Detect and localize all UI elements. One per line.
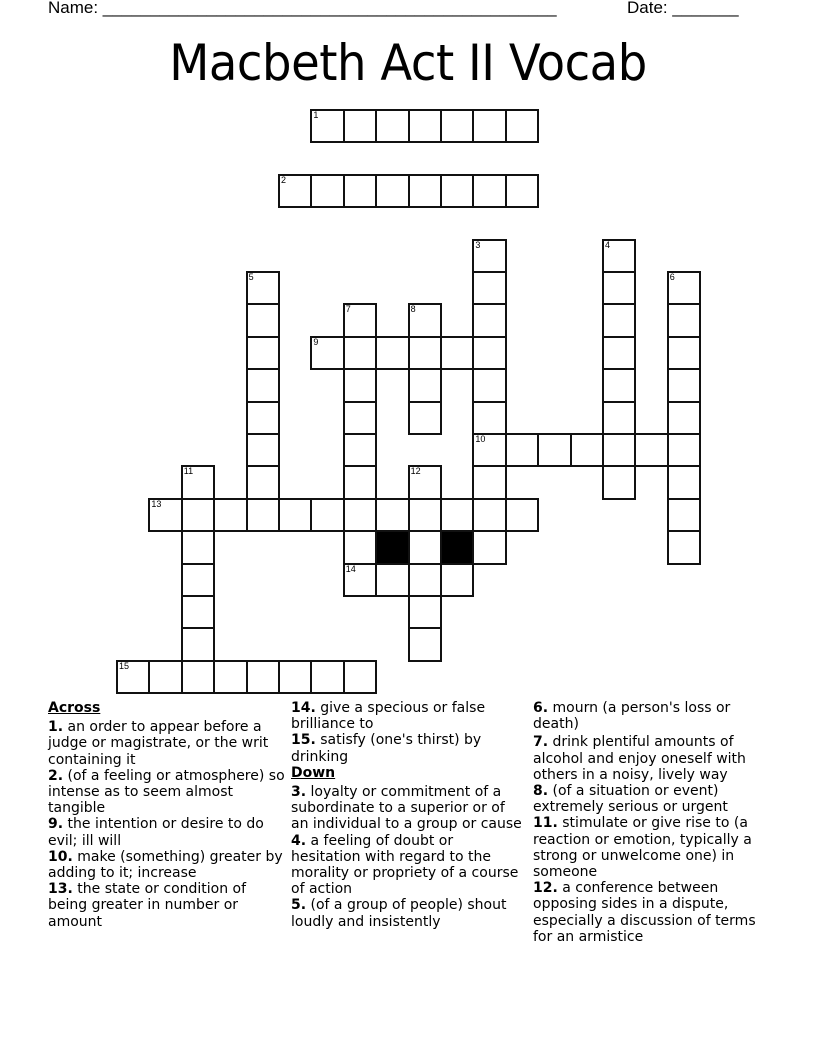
crossword-cell[interactable] <box>472 401 506 435</box>
crossword-cell[interactable] <box>246 303 280 337</box>
crossword-cell[interactable] <box>667 368 701 402</box>
crossword-cell[interactable] <box>472 433 506 467</box>
crossword-cell[interactable] <box>181 595 215 629</box>
clue-down-4: 4. a feeling of doubt or hesitation with regard to the morality or propriety of a course of action <box>291 832 519 898</box>
crossword-cell[interactable] <box>440 174 474 208</box>
clue-across-10: 10. make (something) greater by adding to it; increase <box>48 848 283 882</box>
crossword-cell[interactable] <box>667 271 701 305</box>
crossword-cell[interactable] <box>602 303 636 337</box>
crossword-cell[interactable] <box>278 660 312 694</box>
crossword-cell[interactable] <box>440 109 474 143</box>
crossword-cell[interactable] <box>408 303 442 337</box>
crossword-cell[interactable] <box>310 498 344 532</box>
clue-number: 8 <box>410 304 416 315</box>
crossword-cell[interactable] <box>181 627 215 661</box>
clue-down-5: 5. (of a group of people) shout loudly and insistently <box>291 897 507 930</box>
crossword-cell[interactable] <box>246 271 280 305</box>
crossword-cell[interactable] <box>537 433 571 467</box>
crossword-cell[interactable] <box>213 660 247 694</box>
crossword-cell[interactable] <box>602 271 636 305</box>
crossword-cell[interactable] <box>472 303 506 337</box>
clue-number: 13 <box>151 498 162 509</box>
crossword-cell[interactable] <box>472 109 506 143</box>
crossword-cell[interactable] <box>602 433 636 467</box>
name-field-label: Name: ________________________________________________ <box>48 0 557 17</box>
crossword-cell[interactable] <box>310 174 344 208</box>
crossword-cell[interactable] <box>408 595 442 629</box>
crossword-cell[interactable] <box>472 368 506 402</box>
crossword-cell[interactable] <box>472 336 506 370</box>
crossword-cell[interactable] <box>278 498 312 532</box>
clue-down-3: 3. loyalty or commitment of a subordinate to a superior or of an individual to a group or cause <box>291 784 522 833</box>
date-field-label: Date: _______ <box>627 0 739 17</box>
crossword-cell[interactable] <box>246 433 280 467</box>
crossword-cell[interactable] <box>472 498 506 532</box>
clue-number: 2 <box>281 174 287 185</box>
crossword-cell[interactable] <box>602 401 636 435</box>
crossword-cell[interactable] <box>181 563 215 597</box>
crossword-cell[interactable] <box>408 498 442 532</box>
clue-down-7: 7. drink plentiful amounts of alcohol and enjoy oneself with others in a noisy, lively way <box>533 734 746 783</box>
crossword-cell[interactable] <box>343 368 377 402</box>
clue-number: 4 <box>605 239 611 250</box>
crossword-cell[interactable] <box>408 368 442 402</box>
clue-across-13: 13. the state or condition of being greater in number or amount <box>48 881 247 930</box>
clue-number: 6 <box>669 272 675 282</box>
crossword-cell[interactable] <box>246 498 280 532</box>
clue-across-1: 1. an order to appear before a judge or magistrate, or the writ containing it <box>48 719 269 768</box>
crossword-cell[interactable] <box>440 563 474 597</box>
crossword-cell[interactable] <box>667 465 701 499</box>
crossword-cell[interactable] <box>246 336 280 370</box>
crossword-cell[interactable] <box>408 465 442 499</box>
crossword-cell[interactable] <box>505 433 539 467</box>
crossword-cell[interactable] <box>667 303 701 337</box>
clue-across-14: 14. give a specious or false brilliance to <box>291 700 486 733</box>
page-title: Macbeth Act II Vocab <box>169 34 647 92</box>
clue-down-8: 8. (of a situation or event) extremely serious or urgent <box>533 783 728 816</box>
clue-number: 15 <box>119 660 130 671</box>
crossword-cell[interactable] <box>408 627 442 661</box>
crossword-cell[interactable] <box>440 498 474 532</box>
crossword-cell[interactable] <box>472 271 506 305</box>
crossword-cell[interactable] <box>472 530 506 564</box>
clue-number: 12 <box>410 466 421 477</box>
crossword-cell[interactable] <box>343 563 377 597</box>
crossword-cell[interactable] <box>408 401 442 435</box>
crossword-cell[interactable] <box>667 433 701 467</box>
clue-number: 1 <box>313 110 319 120</box>
crossword-cell[interactable] <box>343 109 377 143</box>
crossword-cell[interactable] <box>278 174 312 208</box>
clues-column-3 <box>533 700 773 945</box>
clues-column-2 <box>291 700 523 930</box>
crossword-cell[interactable] <box>148 660 182 694</box>
crossword-cell[interactable] <box>213 498 247 532</box>
crossword-cell[interactable] <box>408 109 442 143</box>
crossword-cell[interactable] <box>408 336 442 370</box>
crossword-cell[interactable] <box>408 530 442 564</box>
clue-number: 14 <box>345 563 356 574</box>
black-cell <box>440 530 474 564</box>
crossword-cell[interactable] <box>472 465 506 499</box>
crossword-cell[interactable] <box>440 336 474 370</box>
down-heading: Down <box>291 764 336 781</box>
crossword-cell[interactable] <box>181 465 215 499</box>
clue-number: 5 <box>248 272 254 282</box>
crossword-cell[interactable] <box>375 336 409 370</box>
crossword-cell[interactable] <box>667 336 701 370</box>
crossword-cell[interactable] <box>570 433 604 467</box>
crossword-cell[interactable] <box>667 530 701 564</box>
crossword-cell[interactable] <box>181 660 215 694</box>
crossword-cell[interactable] <box>505 174 539 208</box>
crossword-cell[interactable] <box>634 433 668 467</box>
crossword-cell[interactable] <box>472 239 506 273</box>
clue-down-6: 6. mourn (a person's loss or death) <box>533 700 731 733</box>
crossword-cell[interactable] <box>667 401 701 435</box>
across-heading: Across <box>48 700 101 716</box>
crossword-cell[interactable] <box>343 530 377 564</box>
crossword-cell[interactable] <box>505 109 539 143</box>
clue-down-11: 11. stimulate or give rise to (a reaction or emotion, typically a strong or unwelcome one) in someone <box>533 815 752 881</box>
crossword-cell[interactable] <box>343 433 377 467</box>
crossword-cell[interactable] <box>375 563 409 597</box>
crossword-cell[interactable] <box>246 401 280 435</box>
crossword-cell[interactable] <box>408 563 442 597</box>
clue-across-2: 2. (of a feeling or atmosphere) so intense as to seem almost tangible <box>48 767 285 817</box>
clue-number: 7 <box>345 304 351 315</box>
crossword-cell[interactable] <box>472 174 506 208</box>
clue-across-15: 15. satisfy (one's thirst) by drinking <box>291 732 482 765</box>
clue-down-12: 12. a conference between opposing sides in a dispute, especially a discussion of terms for an armistice <box>533 880 756 945</box>
crossword-cell[interactable] <box>246 660 280 694</box>
crossword-cell[interactable] <box>343 660 377 694</box>
crossword-cell[interactable] <box>602 239 636 273</box>
crossword-cell[interactable] <box>602 465 636 499</box>
clue-number: 9 <box>313 336 319 347</box>
crossword-cell[interactable] <box>343 498 377 532</box>
crossword-cell[interactable] <box>148 498 182 532</box>
clue-across-9: 9. the intention or desire to do evil; ill will <box>48 816 264 849</box>
crossword-cell[interactable] <box>181 498 215 532</box>
crossword-cell[interactable] <box>181 530 215 564</box>
crossword-cell[interactable] <box>375 174 409 208</box>
black-cell <box>375 530 409 564</box>
crossword-cell[interactable] <box>408 174 442 208</box>
crossword-cell[interactable] <box>343 174 377 208</box>
crossword-cell[interactable] <box>343 336 377 370</box>
clues-column-1 <box>48 700 286 930</box>
crossword-cell[interactable] <box>310 660 344 694</box>
crossword-cell[interactable] <box>310 336 344 370</box>
crossword-cell[interactable] <box>505 498 539 532</box>
crossword-cell[interactable] <box>246 465 280 499</box>
clue-number: 10 <box>475 434 486 444</box>
crossword-cell[interactable] <box>375 109 409 143</box>
crossword-cell[interactable] <box>343 303 377 337</box>
crossword-cell[interactable] <box>116 660 150 694</box>
clue-number: 3 <box>475 239 481 250</box>
crossword-cell[interactable] <box>375 498 409 532</box>
clue-number: 11 <box>183 466 194 477</box>
crossword-cell[interactable] <box>667 498 701 532</box>
crossword-cell[interactable] <box>246 368 280 402</box>
crossword-cell[interactable] <box>343 401 377 435</box>
crossword-cell[interactable] <box>602 336 636 370</box>
crossword-cell[interactable] <box>310 109 344 143</box>
crossword-cell[interactable] <box>602 368 636 402</box>
crossword-cell[interactable] <box>343 465 377 499</box>
